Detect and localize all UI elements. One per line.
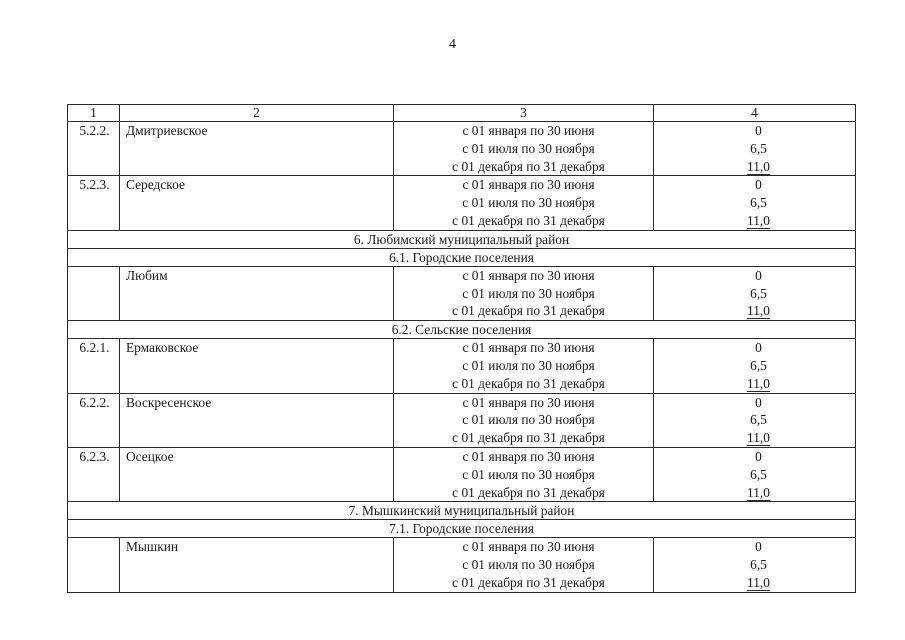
period-line: с 01 июля по 30 ноября (462, 357, 595, 373)
settlement-name: Мышкин (120, 538, 394, 592)
table-row (68, 538, 856, 592)
value-text: 11,0 (747, 375, 770, 391)
table-row (68, 176, 856, 230)
value-text: 0 (755, 340, 762, 356)
period-cell (394, 176, 654, 230)
value-cell (654, 393, 856, 447)
section-heading-row (68, 321, 856, 339)
value-text: 0 (755, 267, 762, 283)
value-text: 0 (755, 177, 762, 193)
value-line (654, 339, 855, 357)
value-text: 6,5 (750, 412, 767, 428)
section-heading: 7. Мышкинский муниципальный район (68, 502, 856, 520)
value-line (654, 375, 855, 393)
value-line (654, 448, 855, 466)
value-text: 6,5 (750, 357, 767, 373)
value-text: 6,5 (750, 285, 767, 301)
period-line: с 01 января по 30 июня (462, 267, 595, 283)
period-cell (394, 538, 654, 592)
value-line (654, 538, 855, 556)
value-cell (654, 538, 856, 592)
settlement-name: Дмитриевское (120, 122, 394, 176)
settlement-name: Осецкое (120, 447, 394, 501)
table-row (68, 266, 856, 320)
row-number: 6.2.3. (68, 447, 120, 501)
value-cell (654, 176, 856, 230)
value-text: 0 (755, 394, 762, 410)
value-text: 11,0 (747, 158, 770, 174)
value-line (654, 556, 855, 574)
header-cell-4: 4 (654, 105, 856, 122)
tariff-table (67, 104, 856, 593)
settlement-name: Ермаковское (120, 339, 394, 393)
table-header-row (68, 105, 856, 122)
row-number: 6.2.2. (68, 393, 120, 447)
period-line: с 01 декабря по 31 декабря (452, 375, 605, 391)
table-row (68, 339, 856, 393)
value-text: 11,0 (747, 484, 770, 500)
period-cell (394, 122, 654, 176)
period-line: с 01 июля по 30 ноября (462, 412, 595, 428)
value-line (654, 158, 855, 176)
period-line: с 01 января по 30 июня (462, 539, 595, 555)
period-line: с 01 января по 30 июня (462, 177, 595, 193)
period-line: с 01 декабря по 31 декабря (452, 484, 605, 500)
row-number: 5.2.2. (68, 122, 120, 176)
value-text: 11,0 (747, 430, 770, 446)
period-line: с 01 декабря по 31 декабря (452, 430, 605, 446)
period-line: с 01 июля по 30 ноября (462, 195, 595, 211)
value-line (654, 194, 855, 212)
period-line: с 01 декабря по 31 декабря (452, 212, 605, 228)
section-heading: 6. Любимский муниципальный район (68, 230, 856, 248)
period-line: с 01 июля по 30 ноября (462, 285, 595, 301)
period-line: с 01 января по 30 июня (462, 340, 595, 356)
header-cell-3: 3 (394, 105, 654, 122)
period-line: с 01 декабря по 31 декабря (452, 158, 605, 174)
value-cell (654, 447, 856, 501)
value-text: 6,5 (750, 466, 767, 482)
value-cell (654, 339, 856, 393)
period-line: с 01 января по 30 июня (462, 394, 595, 410)
period-line: с 01 июля по 30 ноября (462, 140, 595, 156)
value-line (654, 285, 855, 303)
period-line: с 01 декабря по 31 декабря (452, 574, 605, 590)
period-line: с 01 июля по 30 ноября (462, 557, 595, 573)
section-heading: 6.2. Сельские поселения (68, 321, 856, 339)
page-number: 4 (449, 37, 456, 52)
table-row (68, 393, 856, 447)
value-line (654, 122, 855, 140)
value-cell (654, 122, 856, 176)
value-line (654, 574, 855, 592)
value-cell (654, 266, 856, 320)
value-line (654, 140, 855, 158)
value-line (654, 429, 855, 447)
section-heading: 6.1. Городские поселения (68, 248, 856, 266)
row-number (68, 538, 120, 592)
value-text: 6,5 (750, 195, 767, 211)
section-heading: 7.1. Городские поселения (68, 520, 856, 538)
value-line (654, 176, 855, 194)
value-line (654, 394, 855, 412)
header-cell-2: 2 (120, 105, 394, 122)
value-line (654, 466, 855, 484)
period-cell (394, 339, 654, 393)
section-heading-row (68, 502, 856, 520)
period-cell (394, 393, 654, 447)
settlement-name: Воскресенское (120, 393, 394, 447)
value-text: 11,0 (747, 212, 770, 228)
value-line (654, 212, 855, 230)
section-heading-row (68, 520, 856, 538)
value-line (654, 267, 855, 285)
section-heading-row (68, 248, 856, 266)
value-text: 11,0 (747, 303, 770, 319)
section-heading-row (68, 230, 856, 248)
table-row (68, 447, 856, 501)
table-body (68, 105, 856, 593)
settlement-name: Любим (120, 266, 394, 320)
value-text: 0 (755, 539, 762, 555)
value-text: 0 (755, 123, 762, 138)
row-number: 6.2.1. (68, 339, 120, 393)
settlement-name: Середское (120, 176, 394, 230)
value-text: 11,0 (747, 574, 770, 590)
value-text: 0 (755, 448, 762, 464)
row-number: 5.2.3. (68, 176, 120, 230)
value-line (654, 411, 855, 429)
value-line (654, 302, 855, 320)
header-cell-1: 1 (68, 105, 120, 122)
value-line (654, 357, 855, 375)
period-line: с 01 января по 30 июня (462, 123, 595, 138)
period-cell (394, 266, 654, 320)
period-line: с 01 декабря по 31 декабря (452, 303, 605, 319)
value-text: 6,5 (750, 140, 767, 156)
row-number (68, 266, 120, 320)
value-line (654, 484, 855, 502)
period-cell (394, 447, 654, 501)
value-text: 6,5 (750, 557, 767, 573)
table-row (68, 122, 856, 176)
period-line: с 01 июля по 30 ноября (462, 466, 595, 482)
period-line: с 01 января по 30 июня (462, 448, 595, 464)
